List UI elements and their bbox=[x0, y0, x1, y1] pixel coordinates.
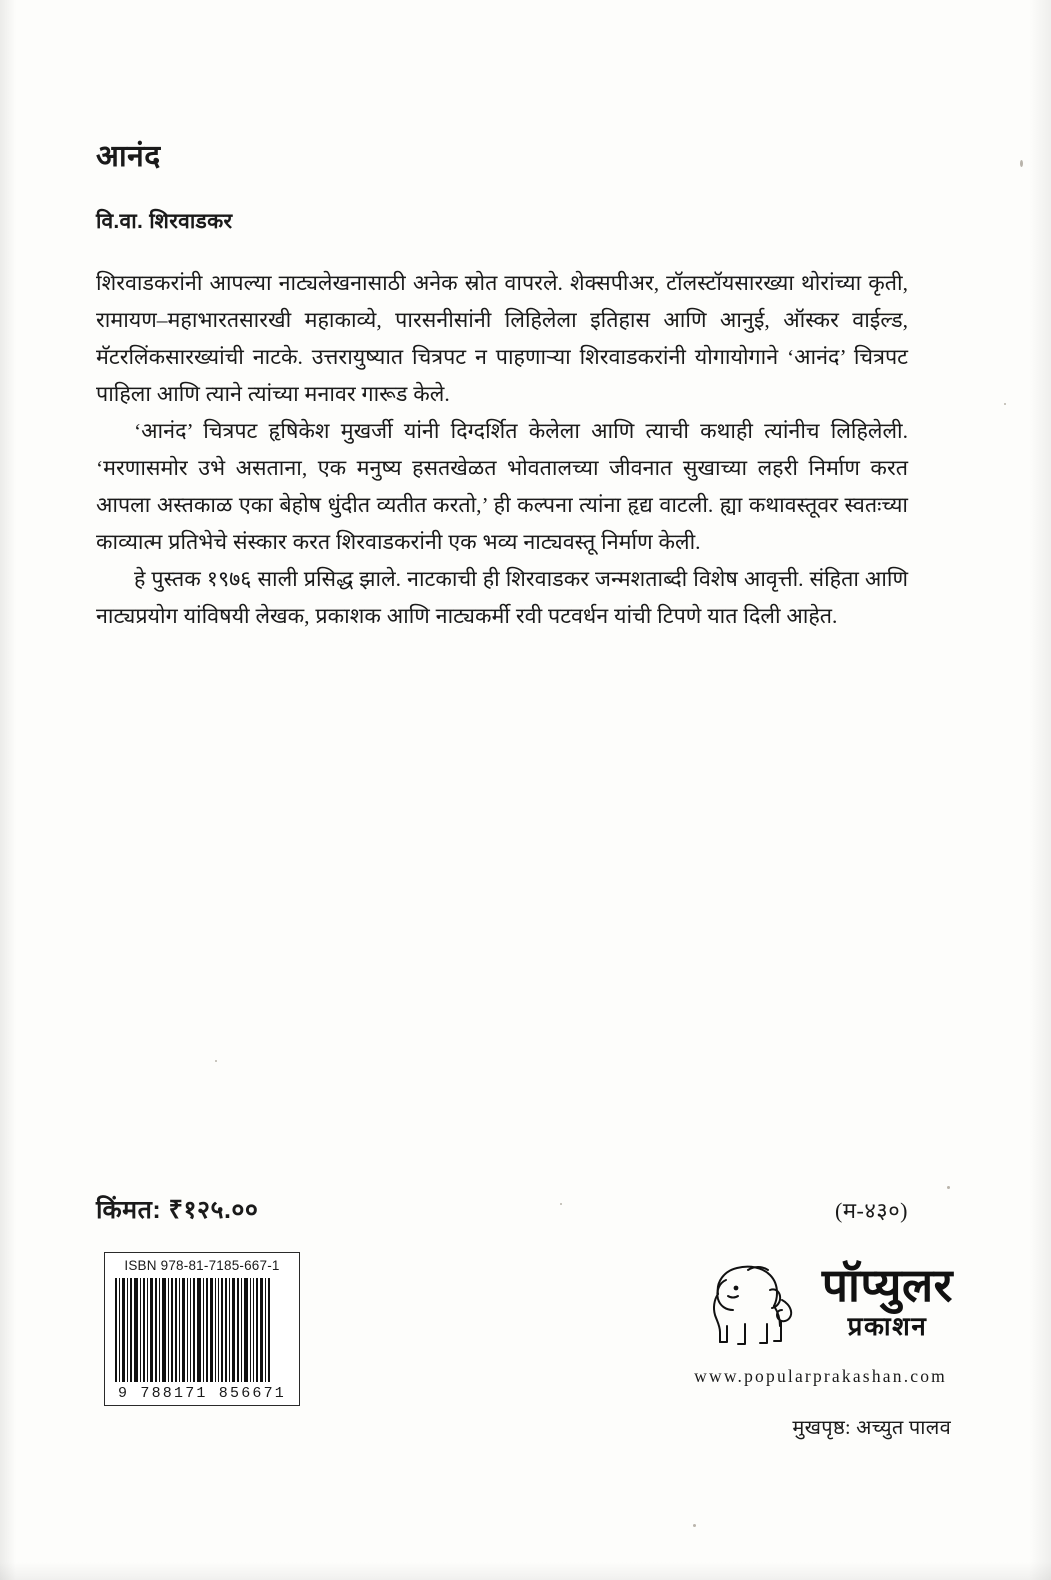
blurb-container bbox=[96, 140, 908, 635]
scan-speck bbox=[215, 1060, 217, 1062]
blurb-paragraph-3: हे पुस्तक १९७६ साली प्रसिद्ध झाले. नाटकाची ही शिरवाडकर जन्मशताब्दी विशेष आवृत्ती. संहिता आणि नाट्यप्रयोग यांविषयी लेखक, प्रकाशक आणि नाट्यकर्मी रवी पटवर्धन यांची टिपणे यात दिली आहेत. bbox=[96, 566, 908, 628]
publisher-name bbox=[821, 1258, 953, 1341]
scan-shadow-right bbox=[1029, 0, 1051, 1580]
isbn-label: ISBN 978-81-7185-667-1 bbox=[124, 1258, 280, 1273]
scan-speck bbox=[947, 1186, 950, 1189]
elephant-icon bbox=[698, 1248, 810, 1352]
scan-speck bbox=[693, 1524, 696, 1527]
barcode-block bbox=[104, 1252, 300, 1406]
scan-shadow-bottom bbox=[0, 1562, 1051, 1580]
barcode-bars bbox=[109, 1278, 295, 1382]
publisher-website: www.popularprakashan.com bbox=[694, 1366, 947, 1386]
scan-speck bbox=[1020, 160, 1023, 167]
publisher-block bbox=[533, 1248, 953, 1440]
barcode-number: 9 788171 856671 bbox=[117, 1385, 287, 1402]
scan-speck bbox=[1004, 403, 1006, 405]
publisher-logo-row bbox=[533, 1248, 953, 1352]
page-title: आनंद bbox=[96, 140, 161, 173]
publisher-name-sub: प्रकाशन bbox=[847, 1310, 928, 1341]
blurb-paragraph-1: शिरवाडकरांनी आपल्या नाट्यलेखनासाठी अनेक स्रोत वापरले. शेक्सपीअर, टॉलस्टॉयसारख्या थोरांच्या कृती, रामायण–महाभारतसारखी महाकाव्ये, पारसनीसांनी लिहिलेला इतिहास आणि आनुई, ऑस्कर वाईल्ड, मॅटरलिंकसारख्यांची नाटके. उत्तरायुष्यात चित्रपट न पाहणाऱ्या शिरवाडकरांनी योगायोगाने ‘आनंद’ चित्रपट पाहिला आणि त्याने त्यांच्या मनावर गारूड केले. bbox=[96, 271, 908, 406]
scan-shadow-left bbox=[0, 0, 16, 1580]
catalog-code: (म-४३०) bbox=[835, 1198, 908, 1223]
publisher-name-main: पॉप्युलर bbox=[821, 1258, 953, 1311]
blurb-paragraph-2: ‘आनंद’ चित्रपट हृषिकेश मुखर्जी यांनी दिग्दर्शित केलेला आणि त्याची कथाही त्यांनीच लिहिलेली. ‘मरणासमोर उभे असताना, एक मनुष्य हसतखेळत भोवतालच्या जीवनात सुखाच्या लहरी निर्माण करत आपला अस्तकाळ एका बेहोष धुंदीत व्यतीत करतो,’ ही कल्पना त्यांना हृद्य वाटली. ह्या कथावस्तूवर स्वतःच्या काव्यात्म प्रतिभेचे संस्कार करत शिरवाडकरांनी एक भव्य नाट्यवस्तू निर्माण केली. bbox=[96, 418, 908, 554]
price-row bbox=[96, 1192, 908, 1226]
author-name: वि.वा. शिरवाडकर bbox=[96, 210, 233, 233]
cover-designer-credit: मुखपृष्ठ: अच्युत पालव bbox=[792, 1417, 951, 1439]
price-label: किंमत: ₹१२५.०० bbox=[96, 1196, 259, 1224]
